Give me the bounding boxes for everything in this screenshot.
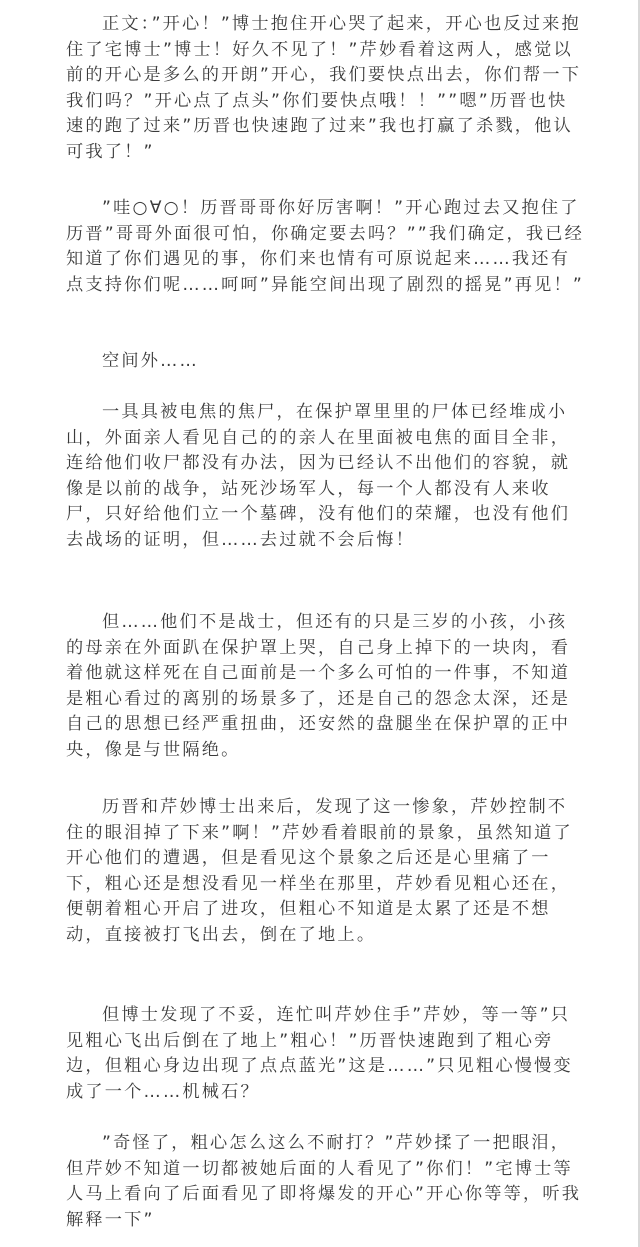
paragraph-8: ”奇怪了，粗心怎么这么不耐打？”芹妙揉了一把眼泪，但芹妙不知道一切都被她后面的人看见了”你们！”宅博士等人马上看向了后面看见了即将爆发的开心”开心你等等，听我解释一下”	[66, 1133, 582, 1230]
paragraph-4: 一具具被电焦的焦尸，在保护罩里里的尸体已经堆成小山，外面亲人看见自己的的亲人在里面被电焦的面目全非，连给他们收尸都没有办法，因为已经认不出他们的容貌，就像是以前的战争，站死沙场军人，每一个人都没有人来收尸，只好给他们立一个墓碑，没有他们的荣耀，也没有他们去战场的证明，但……去过就不会后悔！	[66, 402, 571, 550]
paragraph-1: 正文：”开心！”博士抱住开心哭了起来，开心也反过来抱住了宅博士”博士！好久不见了！”芹妙看着这两人，感觉以前的开心是多么的开朗”开心，我们要快点出去，你们帮一下我们吗？”开心点了点头”你们要快点哦！！””嗯”历晋也快速的跑了过来”历晋也快速跑了过来”我也打赢了杀戮，他认可我了！”	[66, 14, 582, 162]
paragraph-5: 但……他们不是战士，但还有的只是三岁的小孩，小孩的母亲在外面趴在保护罩上哭，自己身上掉下的一块肉，看着他就这样死在自己面前是一个多么可怕的一件事，不知道是粗心看过的离别的场景多了，还是自己的怨念太深，还是自己的思想已经严重扭曲，还安然的盘腿坐在保护罩的正中央，像是与世隔绝。	[66, 612, 571, 760]
paragraph-7: 但博士发现了不妥，连忙叫芹妙住手”芹妙，等一等”只见粗心飞出后倒在了地上”粗心！”历晋快速跑到了粗心旁边，但粗心身边出现了点点蓝光”这是……”只见粗心慢慢变成了一个……机械石？	[66, 1005, 573, 1102]
paragraph-3: 空间外……	[102, 351, 199, 371]
paragraph-6: 历晋和芹妙博士出来后，发现了这一惨象，芹妙控制不住的眼泪掉了下来”啊！”芹妙看着眼前的景象，虽然知道了开心他们的遭遇，但是看见这个景象之后还是心里痛了一下，粗心还是想没看见一样坐在那里，芹妙看见粗心还在，便朝着粗心开启了进攻，但粗心不知道是太累了还是不想动，直接被打飞出去，倒在了地上。	[66, 797, 573, 945]
paragraph-2: ”哇○∀○！历晋哥哥你好厉害啊！”开心跑过去又抱住了历晋”哥哥外面很可怕，你确定要去吗？””我们确定，我已经知道了你们遇见的事，你们来也情有可原说起来……我还有点支持你们呢……呵呵”异能空间出现了剧烈的摇晃”再见！”	[66, 198, 585, 295]
